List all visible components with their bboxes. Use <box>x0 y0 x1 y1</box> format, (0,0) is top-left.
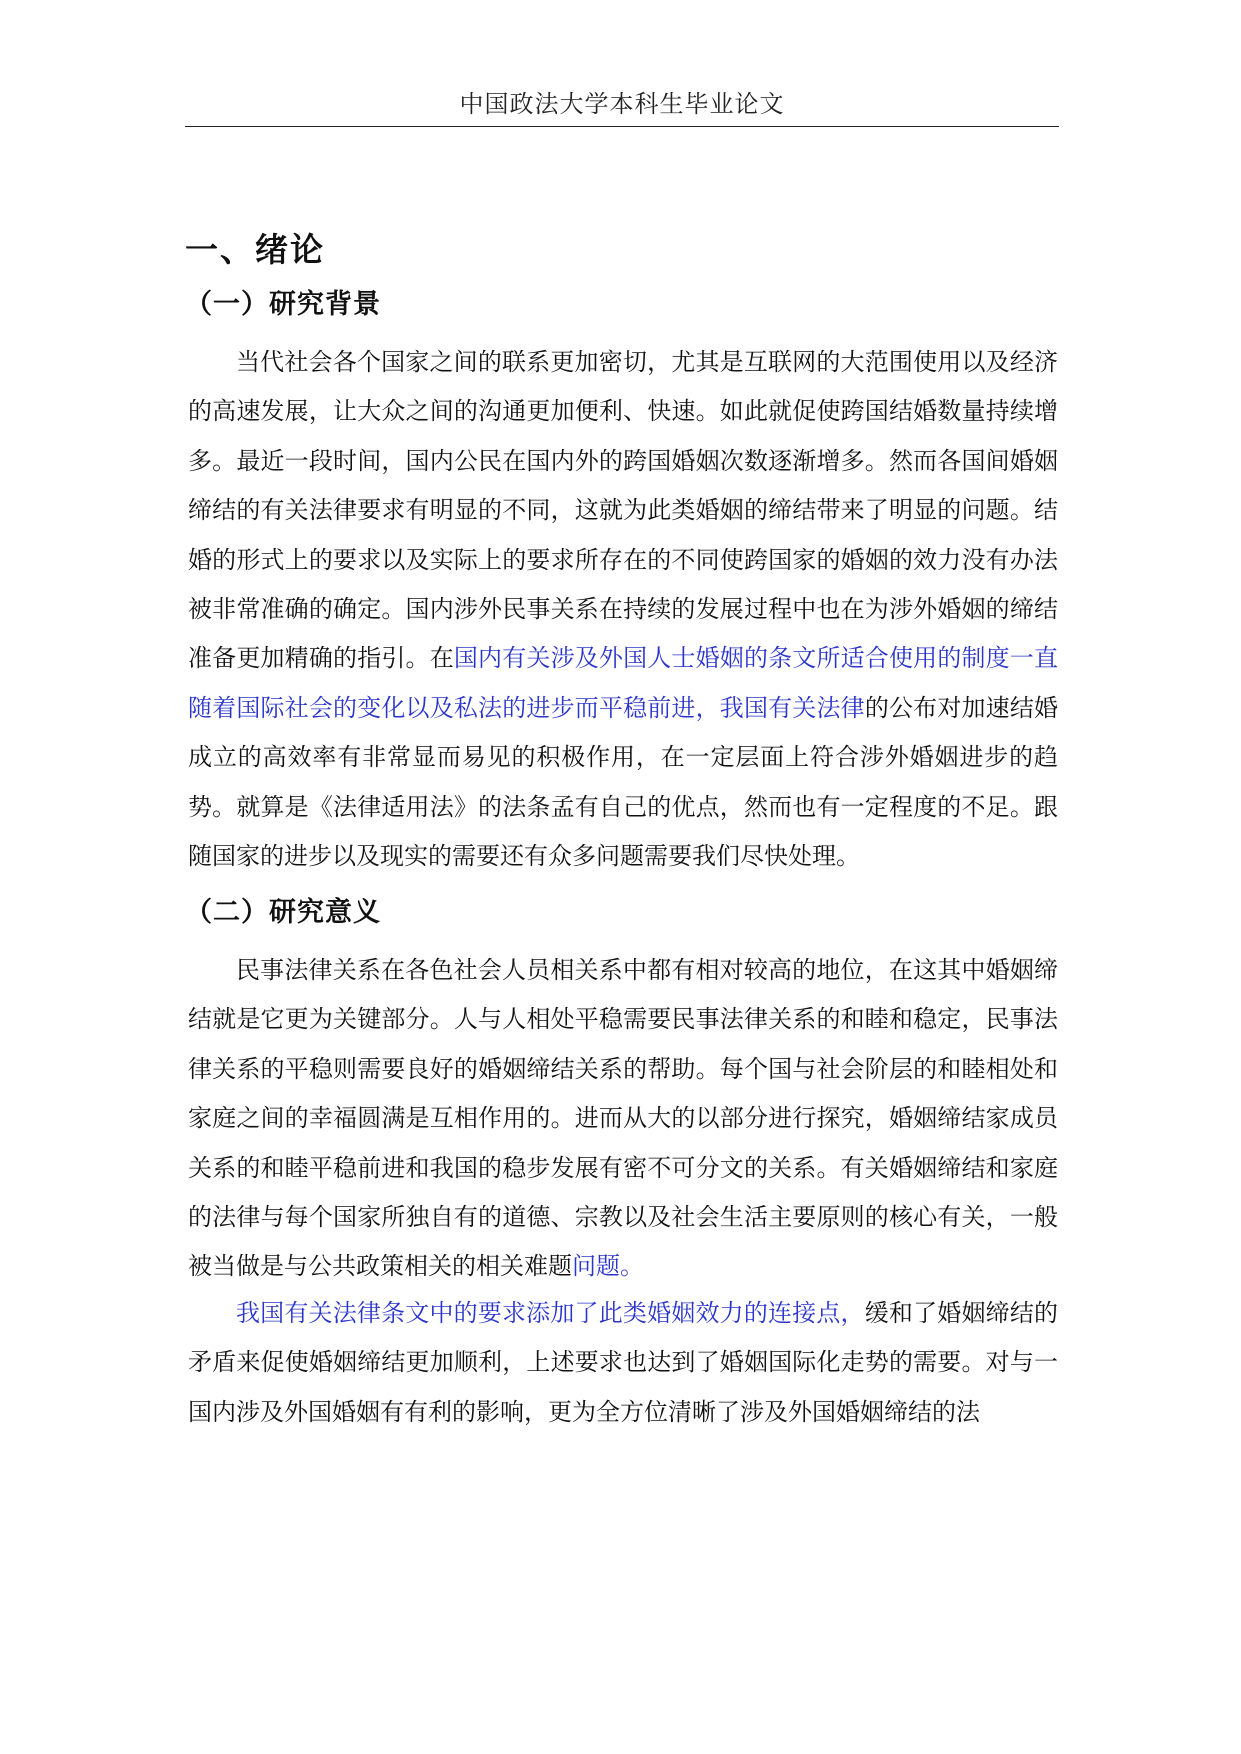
paragraph-significance-2 <box>188 1289 1058 1437</box>
paragraph-text: 缓和了婚姻缔结的矛盾来促使婚姻缔结更加顺利，上述要求也达到了婚姻国际化走势的需要。对与一国内涉及外国婚姻有有利的影响，更为全方位清晰了涉及外国婚姻缔结的法 <box>188 1299 1059 1426</box>
running-header-title: 中国政法大学本科生毕业论文 <box>459 90 785 118</box>
section-title: 一、绪论 <box>185 230 325 269</box>
highlighted-text: 国内有关涉及外国人士婚姻的条文所适合使用的制度一直随着国际社会的变化以及私法的进步而平稳前进，我国有关法律 <box>188 644 1059 722</box>
paragraph-text: 的公布对加速结婚成立的高效率有非常显而易见的积极作用，在一定层面上符合涉外婚姻进步的趋势。就算是《法律适用法》的法条孟有自己的优点，然而也有一定程度的不足。跟随国家的进步以及现实的需要还有众多问题需要我们尽快处理。 <box>188 693 1059 871</box>
subsection-title-significance: （二）研究意义 <box>185 897 381 928</box>
paragraph-significance-1 <box>188 946 1058 1292</box>
paragraph-text: 当代社会各个国家之间的联系更加密切，尤其是互联网的大范围使用以及经济的高速发展，让大众之间的沟通更加便利、快速。如此就促使跨国结婚数量持续增多。最近一段时间，国内公民在国内外的跨国婚姻次数逐渐增多。然而各国间婚姻缔结的有关法律要求有明显的不同，这就为此类婚姻的缔结带来了明显的问题。结婚的形式上的要求以及实际上的要求所存在的不同使跨国家的婚姻的效力没有办法被非常准确的确定。国内涉外民事关系在持续的发展过程中也在为涉外婚姻的缔结准备更加精确的指引。在 <box>188 348 1058 673</box>
highlighted-text: 我国有关法律条文中的要求添加了此类婚姻效力的连接点， <box>236 1299 865 1327</box>
highlighted-text: 问题。 <box>572 1252 644 1281</box>
subsection-title-background: （一）研究背景 <box>185 289 381 320</box>
running-header <box>185 82 1059 127</box>
paragraph-background <box>188 338 1058 881</box>
paragraph-text: 民事法律关系在各色社会人员相关系中都有相对较高的地位，在这其中婚姻缔结就是它更为关键部分。人与人相处平稳需要民事法律关系的和睦和稳定，民事法律关系的平稳则需要良好的婚姻缔结关系的帮助。每个国与社会阶层的和睦相处和家庭之间的幸福圆满是互相作用的。进而从大的以部分进行探究，婚姻缔结家成员关系的和睦平稳前进和我国的稳步发展有密不可分文的关系。有关婚姻缔结和家庭的法律与每个国家所独自有的道德、宗教以及社会生活主要原则的核心有关，一般被当做是与公共政策相关的相关难题 <box>188 956 1058 1281</box>
